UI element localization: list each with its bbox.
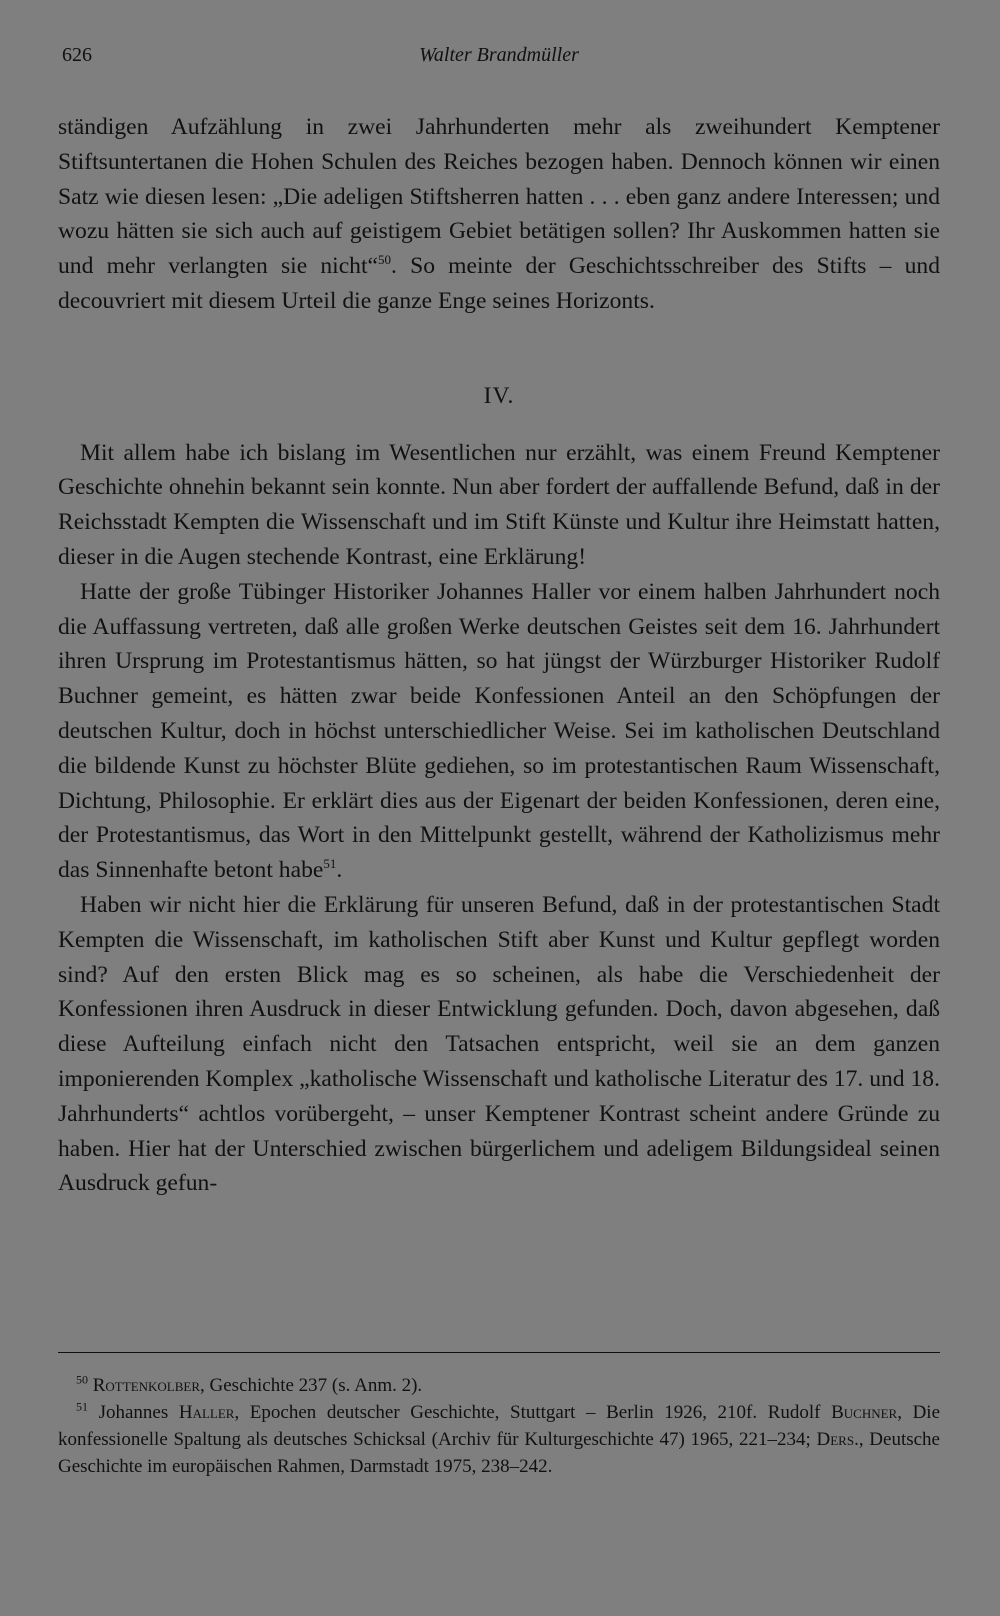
paragraph-1-text: ständigen Aufzählung in zwei Jahrhunderten mehr als zweihundert Kemptener Stiftsuntertanen die Hohen Schulen des Reiches bezogen haben. Dennoch können wir einen Satz wie diesen lesen: „Die adeligen Stiftsherren hatten . . . eben ganz andere Interessen; und wozu hätten sie sich auch auf geistigem Gebiet betätigen sollen? Ihr Auskommen hatten sie und mehr verlangten sie nicht“ (58, 114, 940, 280)
footnote-50-author: Rottenkolber (92, 1375, 201, 1396)
footnote-ref-50[interactable]: 50 (378, 252, 391, 268)
footnote-51-pre: Johannes (98, 1402, 179, 1423)
paragraph-3 (58, 575, 940, 888)
footnote-51-mid-2: , Die konfessionelle Spaltung als deutsches Schicksal (Archiv für Kulturgeschichte 47) 1965, 221–234; (58, 1402, 941, 1450)
footnote-51-author-ders: Ders. (816, 1429, 859, 1450)
page-number: 626 (62, 44, 92, 66)
footnote-50-number: 50 (76, 1372, 88, 1387)
running-title: Walter Brandmüller (419, 44, 579, 66)
footnote-ref-51[interactable]: 51 (323, 856, 337, 872)
footnote-51-author-buchner: Buchner (831, 1402, 898, 1423)
body-text (58, 110, 940, 1201)
footnote-51-number: 51 (76, 1399, 88, 1414)
paragraph-3-text: Hatte der große Tübinger Historiker Johannes Haller vor einem halben Jahrhundert noch die Auffassung vertreten, daß alle großen Werke deutschen Geistes seit dem 16. Jahrhundert ihren Ursprung im Protestantismus hätten, so hat jüngst der Würzburger Historiker Rudolf Buchner gemeint, es hätten zwar beide Konfessionen Anteil an den Schöpfungen der deutschen Kultur, doch in höchst unterschiedlicher Weise. Sei im katholischen Deutschland die bildende Kunst zu höchster Blüte gediehen, so im protestantischen Raum Wissenschaft, Dichtung, Philosophie. Er erklärt dies aus der Eigenart der beiden Konfessionen, deren eine, der Protestantismus, das Wort in den Mittelpunkt gestellt, während der Katholizismus mehr das Sinnenhafte betont habe (58, 578, 940, 884)
paragraph-1 (58, 110, 940, 319)
footnote-51-mid-1: , Epochen deutscher Geschichte, Stuttgart – Berlin 1926, 210f. Rudolf (234, 1402, 832, 1423)
footnote-51-end: , Deutsche Geschichte im europäischen Rahmen, Darmstadt 1975, 238–242. (58, 1429, 940, 1477)
footnote-51 (58, 1399, 940, 1480)
running-head (58, 44, 940, 72)
paragraph-2: Mit allem habe ich bislang im Wesentlichen nur erzählt, was einem Freund Kemptener Geschichte ohnehin bekannt sein konnte. Nun aber fordert der auffallende Befund, daß in der Reichsstadt Kempten die Wissenschaft und im Stift Künste und Kultur ihre Heimstatt hatten, dieser in die Augen stechende Kontrast, eine Erklärung! (58, 439, 940, 570)
footnote-50 (58, 1372, 940, 1399)
paragraph-1-end: . So meinte der Geschichtsschreiber des Stifts – und decouvriert mit diesem Urteil die ganze Enge seines Horizonts. (58, 253, 940, 314)
footnote-rule (58, 1352, 940, 1353)
footnotes (58, 1372, 940, 1480)
footnote-50-text: , Geschichte 237 (s. Anm. 2). (200, 1375, 423, 1396)
section-heading: IV. (483, 382, 515, 409)
paragraph-4: Haben wir nicht hier die Erklärung für unseren Befund, daß in der protestantischen Stadt Kempten die Wissenschaft, im katholischen Stift aber Kunst und Kultur gepflegt worden sind? Auf den ersten Blick mag es so scheinen, als habe die Verschiedenheit der Konfessionen ihren Ausdruck in dieser Entwicklung gefunden. Doch, davon abgesehen, daß diese Aufteilung einfach nicht den Tatsachen entspricht, weil sie an dem ganzen imponierenden Komplex „katholische Wissenschaft und katholische Literatur des 17. und 18. Jahrhunderts“ achtlos vorübergeht, – unser Kemptener Kontrast scheint andere Gründe zu haben. Hier hat der Unterschied zwischen bürgerlichem und adeligem Bildungsideal seinen Ausdruck gefun- (58, 891, 940, 1197)
footnote-51-author-haller: Haller (178, 1402, 235, 1423)
paragraph-3-end: . (336, 857, 343, 884)
